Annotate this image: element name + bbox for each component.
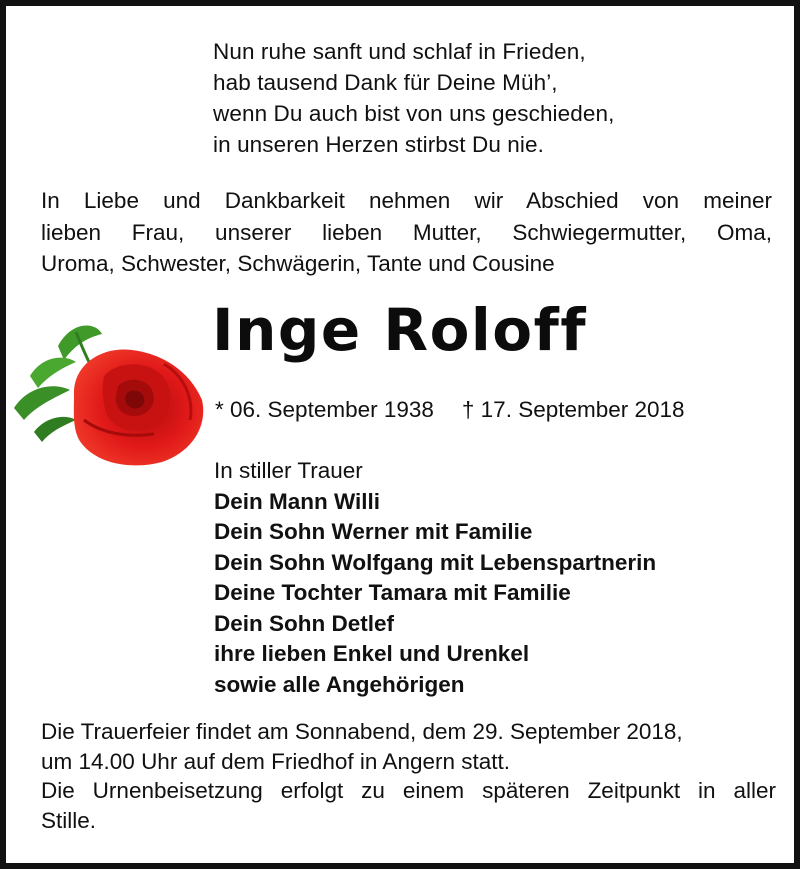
farewell-line: In Liebe und Dankbarkeit nehmen wir Abschied von meiner	[41, 188, 772, 213]
funeral-notice	[41, 717, 776, 835]
mourner-entry: Dein Sohn Detlef	[214, 610, 395, 636]
notice-line: Stille.	[41, 807, 97, 833]
birth-date: * 06. September 1938	[215, 397, 434, 422]
deceased-name: Inge Roloff	[212, 296, 588, 364]
poem-line: in unseren Herzen stirbst Du nie.	[213, 132, 544, 157]
mourner-entry: sowie alle Angehörigen	[214, 671, 465, 697]
life-dates	[215, 395, 685, 425]
poem	[213, 36, 614, 160]
farewell-line: Uroma, Schwester, Schwägerin, Tante und Cousine	[41, 251, 555, 276]
red-rose-icon	[14, 316, 210, 468]
mourner-entry: Dein Sohn Werner mit Familie	[214, 519, 533, 544]
poem-line: hab tausend Dank für Deine Müh’,	[213, 70, 558, 95]
farewell-text	[41, 185, 772, 280]
death-date: † 17. September 2018	[461, 397, 685, 422]
poem-line: wenn Du auch bist von uns geschieden,	[213, 101, 615, 126]
poem-line: Nun ruhe sanft und schlaf in Frieden,	[213, 39, 586, 64]
mourners-list	[214, 456, 656, 700]
notice-line: Die Urnenbeisetzung erfolgt zu einem späteren Zeitpunkt in aller	[41, 778, 776, 803]
mourner-entry: Dein Mann Willi	[214, 488, 381, 514]
farewell-line: lieben Frau, unserer lieben Mutter, Schwiegermutter, Oma,	[41, 219, 772, 245]
notice-line: Die Trauerfeier findet am Sonnabend, dem 29. September 2018,	[41, 719, 683, 744]
mourners-heading: In stiller Trauer	[214, 458, 363, 483]
mourner-entry: ihre lieben Enkel und Urenkel	[214, 641, 530, 666]
notice-line: um 14.00 Uhr auf dem Friedhof in Angern statt.	[41, 748, 511, 774]
mourner-entry: Dein Sohn Wolfgang mit Lebenspartnerin	[214, 549, 657, 575]
mourner-entry: Deine Tochter Tamara mit Familie	[214, 580, 571, 605]
